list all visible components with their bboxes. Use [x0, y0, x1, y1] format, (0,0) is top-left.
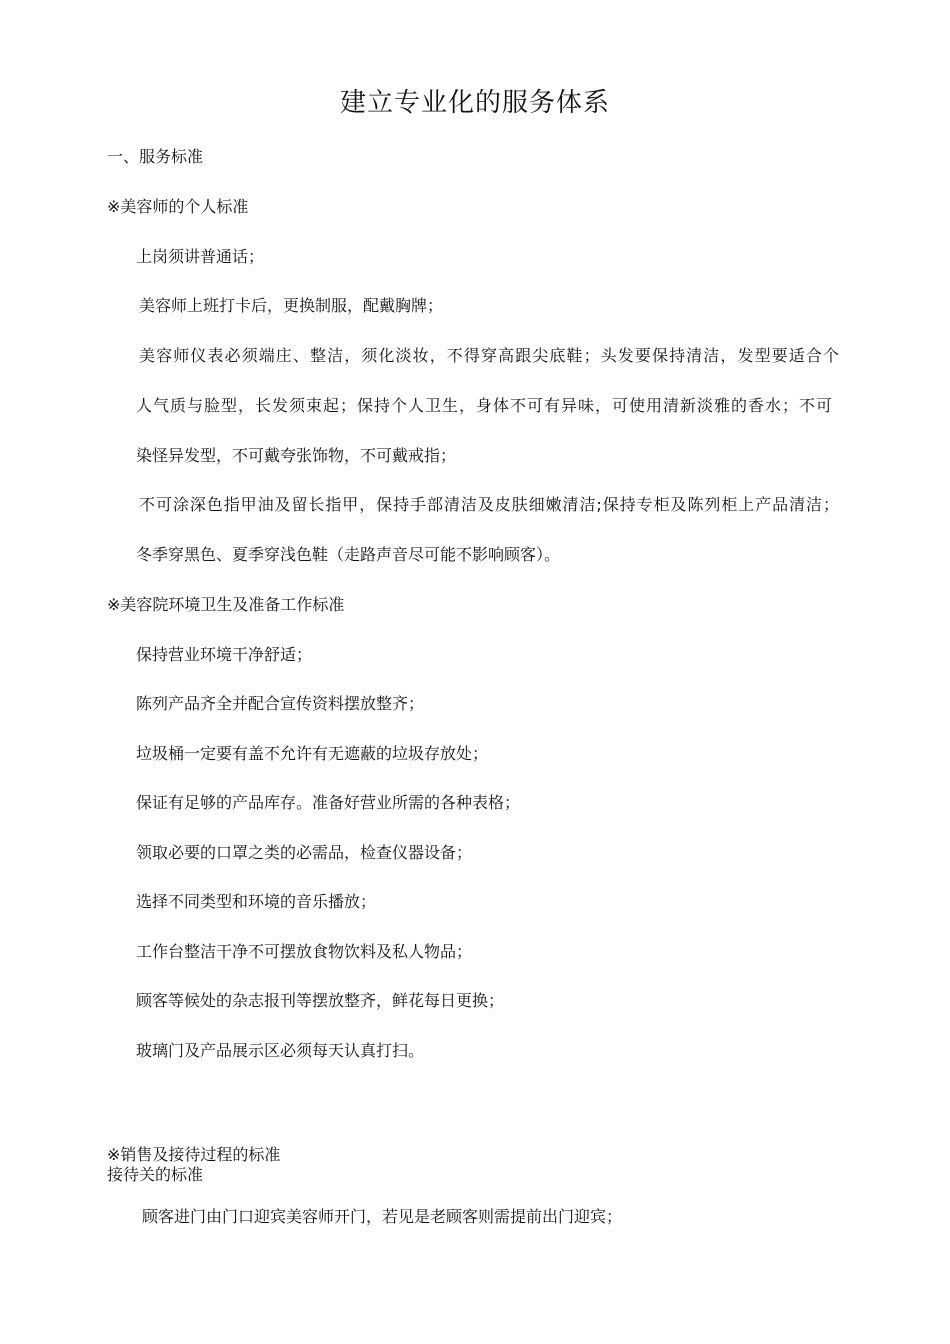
section-heading-service-standards: 一、服务标准: [107, 147, 204, 166]
personal-item: 美容师仪表必须端庄、整洁，须化淡妆，不得穿高跟尖底鞋；头发要保持清洁，发型要适合个: [139, 346, 839, 365]
document-title: 建立专业化的服务体系: [339, 88, 610, 118]
subsection-heading-environment: ※美容院环境卫生及准备工作标准: [107, 595, 345, 614]
subsection-subheading-reception: 接待关的标准: [107, 1165, 204, 1184]
environment-item: 垃圾桶一定要有盖不允许有无遮蔽的垃圾存放处；: [136, 744, 489, 763]
personal-item: 美容师上班打卡后，更换制服，配戴胸牌；: [139, 296, 444, 315]
environment-item: 工作台整洁干净不可摆放食物饮料及私人物品；: [136, 942, 473, 961]
personal-item: 人气质与脸型，长发须束起；保持个人卫生，身体不可有异味，可使用清新淡雅的香水；不可: [136, 396, 832, 415]
sales-item: 顾客进门由门口迎宾美容师开门，若见是老顾客则需提前出门迎宾；: [142, 1207, 623, 1226]
environment-item: 选择不同类型和环境的音乐播放；: [136, 892, 377, 911]
environment-item: 领取必要的口罩之类的必需品，检查仪器设备；: [136, 843, 473, 862]
personal-item: 染怪异发型，不可戴夸张饰物，不可戴戒指；: [136, 446, 457, 465]
environment-item: 玻璃门及产品展示区必须每天认真打扫。: [136, 1041, 425, 1060]
personal-item: 不可涂深色指甲油及留长指甲，保持手部清洁及皮肤细嫩清洁;保持专柜及陈列柜上产品清洁；: [139, 495, 839, 514]
environment-item: 保持营业环境干净舒适；: [136, 645, 313, 664]
subsection-heading-sales: ※销售及接待过程的标准: [107, 1145, 281, 1164]
environment-item: 保证有足够的产品库存。准备好营业所需的各种表格；: [136, 793, 521, 812]
environment-item: 陈列产品齐全并配合宣传资料摆放整齐；: [136, 694, 425, 713]
personal-item: 冬季穿黑色、夏季穿浅色鞋（走路声音尽可能不影响顾客）。: [136, 545, 561, 564]
subsection-heading-personal: ※美容师的个人标准: [107, 197, 249, 216]
environment-item: 顾客等候处的杂志报刊等摆放整齐，鲜花每日更换；: [136, 991, 505, 1010]
personal-item: 上岗须讲普通话；: [136, 247, 265, 266]
